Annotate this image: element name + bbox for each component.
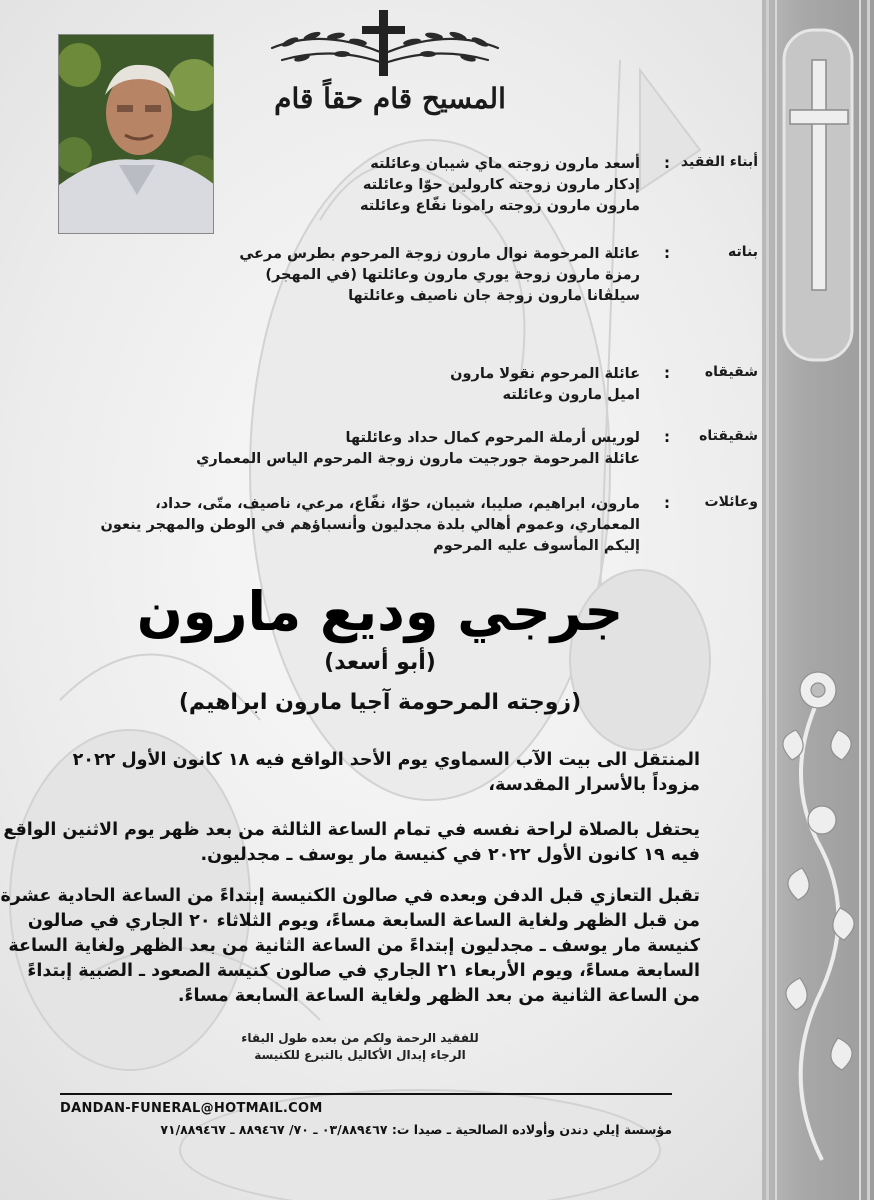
cross-icon [362,10,405,76]
relatives-lines [239,244,640,307]
relative-line: مارون مارون زوجته رامونا نفّاع وعائلته [359,198,640,214]
relative-line: المعماري، وعموم أهالي بلدة مجدليون وأنسباؤهم في الوطن والمهجر ينعون [100,517,640,533]
cross-wreath-ornament [262,6,508,86]
relative-line: عائلة المرحومة نوال مارون زوجة المرحوم بطرس مرعي [239,246,640,262]
relatives-lines [100,494,640,557]
deceased-name: جرجي وديع مارون [136,580,624,643]
footer-email: DANDAN-FUNERAL@HOTMAIL.COM [60,1101,323,1116]
paragraph-line: فيه ١٩ كانون الأول ٢٠٢٢ في كنيسة مار يوسف ـ مجدليون. [200,845,700,865]
footer-address: مؤسسة إيلي دندن وأولاده الصالحية ـ صيدا ت: ٠٣/٨٨٩٤٦٧ ـ ٧٠/ ٨٨٩٤٦٧ ـ ٧١/٨٨٩٤٦٧ [160,1122,672,1137]
paragraph-line: مزوداً بالأسرار المقدسة، [488,775,700,795]
condolences-paragraph [0,884,700,1009]
relatives-daughters [138,244,758,314]
relative-line: إليكم المأسوف عليه المرحوم [433,538,640,554]
relative-line: رمزة مارون زوجة يوري مارون وعائلتها (في المهجر) [265,267,640,283]
footer-divider [60,1093,672,1095]
relative-line: مارون، ابراهيم، صليبا، شيبان، حوّا، نفّاع، مرعي، ناصيف، متّى، حداد، [155,496,640,512]
relative-line: إدكار مارون زوجته كارولين حوّا وعائلته [362,177,640,193]
closing-line: للفقيد الرحمة ولكم من بعده طول البقاء [241,1031,479,1045]
relatives-label: شقيقاه [704,364,758,380]
page-headline: المسيح قام حقاً قام [274,82,506,115]
closing-line: الرجاء إبدال الأكاليل بالتبرع للكنيسة [254,1048,466,1062]
relatives-brothers [158,364,758,414]
label-colon: : [664,154,670,172]
relatives-label: بناته [728,244,758,260]
label-colon: : [664,364,670,382]
deceased-nickname: (أبو أسعد) [324,650,436,675]
relative-line: اميل مارون وعائلته [502,387,640,403]
relatives-families [100,494,758,564]
relatives-label: شقيقتاه [699,428,758,444]
label-colon: : [664,494,670,512]
relatives-sisters [118,428,758,478]
paragraph-line: كنيسة مار يوسف ـ مجدليون إبتداءً من الساعة الثانية من بعد الظهر ولغاية الساعة [8,936,700,956]
label-colon: : [664,428,670,446]
relatives-lines [196,428,640,470]
relatives-lines [450,364,640,406]
paragraph-line: المنتقل الى بيت الآب السماوي يوم الأحد الواقع فيه ١٨ كانون الأول ٢٠٢٢ [72,750,700,770]
relative-line: أسعد مارون زوجته ماي شيبان وعائلته [370,156,640,172]
relative-line: عائلة المرحوم نقولا مارون [450,366,640,382]
paragraph-line: من قبل الظهر ولغاية الساعة السابعة مساءً، ويوم الثلاثاء ٢٠ الجاري في صالون [27,911,700,931]
closing-note [200,1030,520,1064]
side-band-ornament [762,0,874,1200]
deceased-spouse: (زوجته المرحومة آجيا مارون ابراهيم) [178,690,582,715]
paragraph-line: يحتفل بالصلاة لراحة نفسه في تمام الساعة الثالثة من بعد ظهر يوم الاثنين الواقع [3,820,700,840]
relatives-sons [158,154,758,224]
death-paragraph [60,748,700,798]
label-colon: : [664,244,670,262]
relative-line: لوريس أرملة المرحوم كمال حداد وعائلتها [345,430,640,446]
paragraph-line: تقبل التعازي قبل الدفن وبعده في صالون الكنيسة إبتداءً من الساعة الحادية عشرة [0,886,700,906]
paragraph-line: من الساعة الثانية من بعد الظهر ولغاية الساعة السابعة مساءً. [177,986,700,1006]
relative-line: سيلڤانا مارون زوجة جان ناصيف وعائلتها [348,288,640,304]
relative-line: عائلة المرحومة جورجيت مارون زوجة المرحوم الياس المعماري [196,451,640,467]
decorative-side-band [762,0,874,1200]
relatives-lines [360,154,640,217]
paragraph-line: السابعة مساءً، ويوم الأربعاء ٢١ الجاري في صالون كنيسة الصعود ـ الضبية إبتداءً [27,961,700,981]
relatives-label: أبناء الفقيد [680,154,758,170]
relatives-label: وعائلات [704,494,758,510]
funeral-paragraph [3,818,700,868]
